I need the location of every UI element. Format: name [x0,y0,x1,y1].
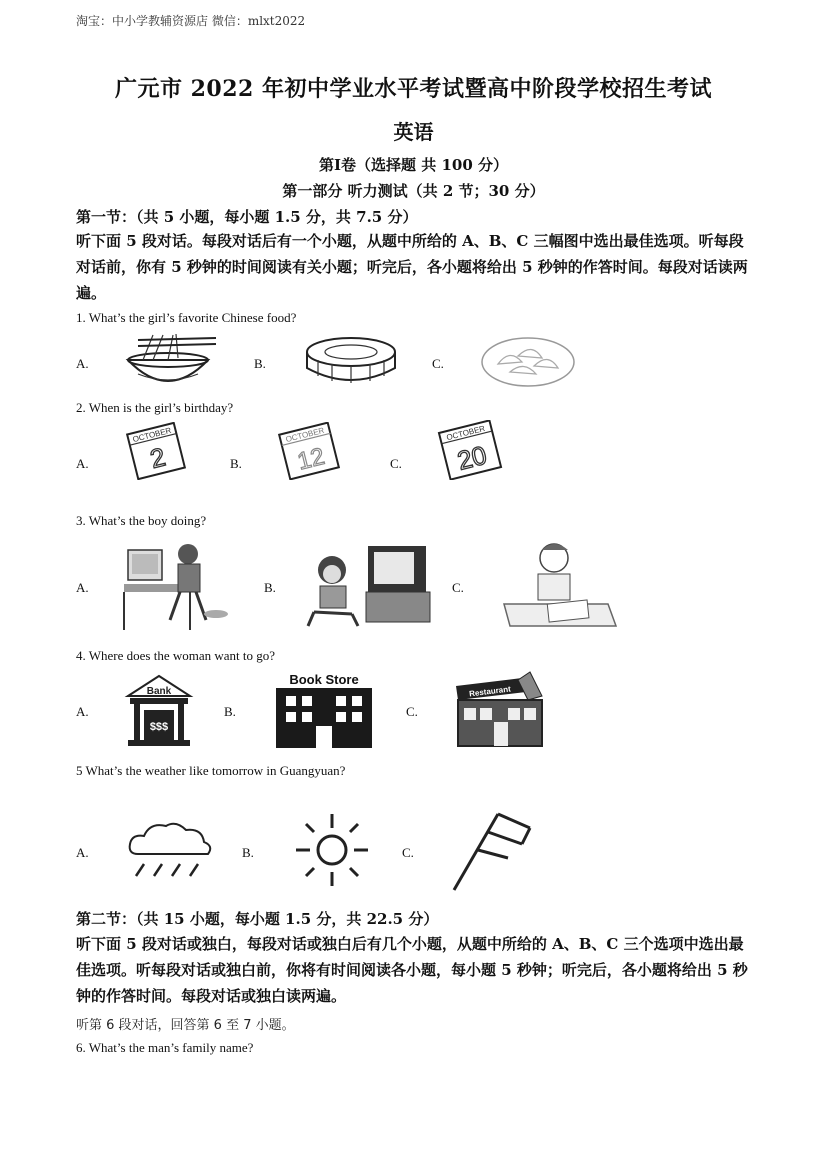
bank-dollar-text: $$$ [149,721,169,733]
volume-line: 第Ⅰ卷（选择题 共 100 分） [319,156,508,174]
q4-option-b[interactable]: B. [224,704,236,719]
book-store-building-icon [272,670,376,750]
boy-writing-icon [500,540,618,634]
section2-instructions: 听下面 5 段对话或独白，每段对话或独白后有几个小题，从题中所给的 A、B、C 三个选项中选出最佳选项。听每段对话或独白前，你将有时间阅读各小题，每小题 5 秒钟；听完后，各小题将给出 5 秒钟的作答时间。每段对话或独白读两遍。 [76,935,748,1005]
svg-text:12: 12 [294,442,328,476]
q4-option-a[interactable]: A. [76,704,89,719]
question-1: 1. What’s the girl’s favorite Chinese food? [76,310,297,325]
question-6: 6. What’s the man’s family name? [76,1040,254,1055]
q5-option-a[interactable]: A. [76,845,89,860]
watermark: 淘宝：中小学教辅资源店 微信：mlxt2022 [76,14,306,28]
calendar-oct-12-icon [276,422,342,480]
q4-option-c[interactable]: C. [406,704,418,719]
calendar-oct-20-icon [436,420,504,480]
section1-instructions: 听下面 5 段对话。每段对话后有一个小题，从题中所给的 A、B、C 三幅图中选出最佳选项。听每段对话前，你有 5 秒钟的时间阅读有关小题；听完后，各小题将给出 5 秒钟的作答时间。每段对话读两遍。 [76,232,748,302]
q1-option-a[interactable]: A. [76,356,89,371]
restaurant-building-icon [452,670,546,750]
mooncake-icon [302,334,400,390]
exam-title: 广元市 2022 年初中学业水平考试暨高中阶段学校招生考试 [114,76,713,102]
question-3: 3. What’s the boy doing? [76,513,207,528]
wind-flag-icon [450,806,534,892]
svg-text:OCTOBER: OCTOBER [284,425,326,445]
q5-option-b[interactable]: B. [242,845,254,860]
q1-option-c[interactable]: C. [432,356,444,371]
calendar-day-a: 2 [147,441,169,475]
calendar-oct-2-icon [124,422,188,480]
dumplings-plate-icon [480,336,576,388]
boy-watching-tv-icon [304,542,432,630]
question-4: 4. Where does the woman want to go? [76,648,276,663]
q1-option-b[interactable]: B. [254,356,266,371]
q5-option-c[interactable]: C. [402,845,414,860]
question-2: 2. When is the girl’s birthday? [76,400,234,415]
rain-cloud-icon [124,818,216,882]
section2-heading: 第二节：（共 15 小题，每小题 1.5 分，共 22.5 分） [76,910,439,928]
section2-note: 听第 6 段对话，回答第 6 至 7 小题。 [76,1018,295,1033]
q2-option-b[interactable]: B. [230,456,242,471]
noodles-bowl-icon [118,330,218,392]
q2-option-c[interactable]: C. [390,456,402,471]
part-line: 第一部分 听力测试（共 2 节；30 分） [282,182,545,200]
sun-icon [294,812,370,888]
svg-text:OCTOBER: OCTOBER [445,423,486,443]
q3-option-c[interactable]: C. [452,580,464,595]
question-5: 5 What’s the weather like tomorrow in Guangyuan? [76,763,346,778]
bank-sign-text: Bank [146,686,172,697]
calendar-month-a: OCTOBER [131,425,173,445]
boy-at-computer-icon [120,540,238,632]
restaurant-sign-text: Restaurant [468,684,512,699]
svg-text:20: 20 [454,439,490,476]
subject-title: 英语 [393,120,434,144]
bank-building-icon [124,672,194,748]
q2-option-a[interactable]: A. [76,456,89,471]
section1-heading: 第一节：（共 5 小题，每小题 1.5 分，共 7.5 分） [76,208,418,226]
bookstore-sign-text: Book Store [289,672,359,687]
q3-option-a[interactable]: A. [76,580,89,595]
q3-option-b[interactable]: B. [264,580,276,595]
